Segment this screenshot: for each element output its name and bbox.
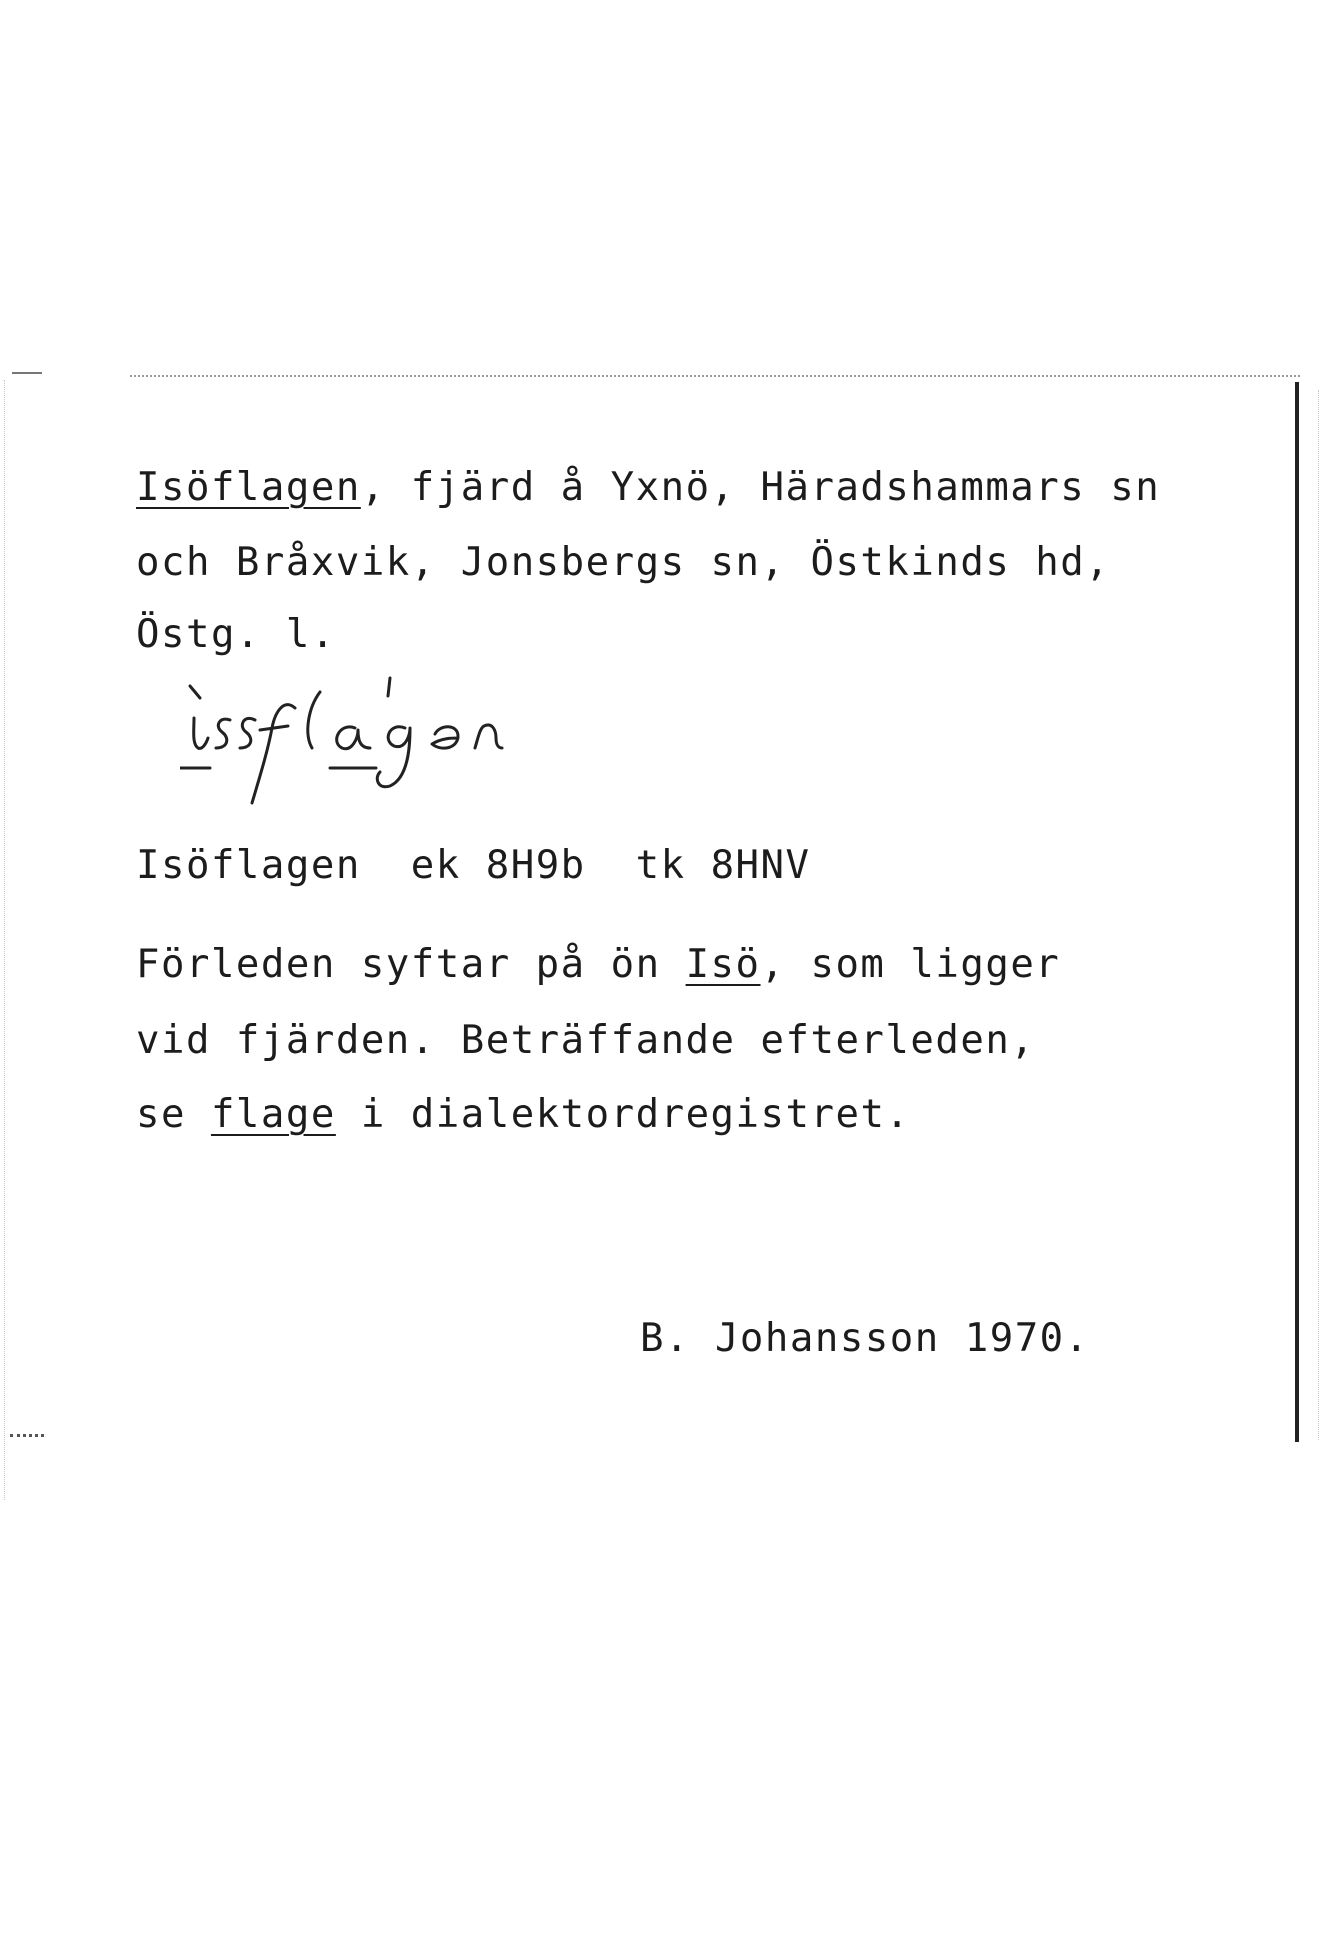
- explanation-line-1: Förleden syftar på ön Isö, som ligger: [136, 942, 1061, 987]
- entry-line-1: [136, 465, 1161, 510]
- underlined-flage: flage: [210, 1092, 336, 1137]
- card-edge-mark-top: [12, 372, 42, 374]
- card-edge-mark-bottom: [10, 1434, 44, 1437]
- map-reference-name: Isöflagen: [136, 843, 361, 888]
- card-top-edge: [130, 375, 1300, 377]
- scan-edge-right: [1318, 390, 1319, 1440]
- map-reference-ek: ek 8H9b: [410, 843, 586, 888]
- card-right-edge: [1295, 382, 1299, 1442]
- headword: Isöflagen: [136, 465, 361, 510]
- map-reference-line: [136, 843, 811, 888]
- entry-line-2: och Bråxvik, Jonsbergs sn, Östkinds hd,: [136, 540, 1111, 585]
- explanation-line-3: se flage i dialektordregistret.: [136, 1092, 911, 1137]
- scan-edge-left: [4, 380, 5, 1500]
- entry-location-1: , fjärd å Yxnö, Häradshammars sn: [360, 465, 1161, 510]
- underlined-iso: Isö: [685, 942, 761, 987]
- signature-line: B. Johansson 1970.: [640, 1316, 1090, 1361]
- explanation-line-2: vid fjärden. Beträffande efterleden,: [136, 1018, 1036, 1063]
- handwritten-pronunciation: [180, 668, 540, 818]
- entry-line-3: Östg. l.: [136, 612, 336, 657]
- map-reference-tk: tk 8HNV: [635, 843, 811, 888]
